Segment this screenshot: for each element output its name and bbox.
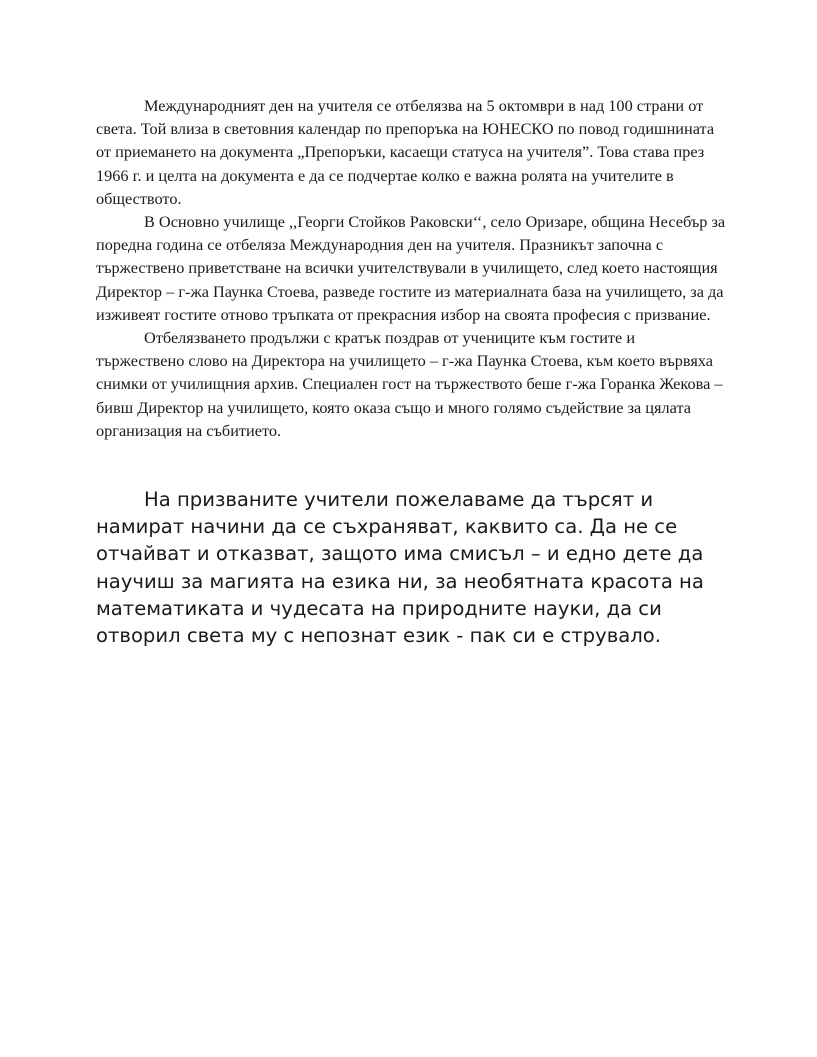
article-body (96, 94, 726, 442)
paragraph-school-celebration: В Основно училище ,,Георги Стойков Раковски‘‘, село Оризаре, община Несебър за поредна година се отбеляза Международния ден на учителя. Празникът започна с тържествено приветстване на всички учителствували в училището, след което настоящия Директор – г-жа Паунка Стоева, разведе гостите из материалната база на училището, за да изживеят гостите отново тръпката от прекрасния избор на своята професия с призвание. (96, 212, 726, 324)
paragraph-celebration-continued: Отбелязването продължи с кратък поздрав от учениците към гостите и тържествено слово на Директора на училището – г-жа Паунка Стоева, към което вървяха снимки от училищния архив. Специален гост на тържеството беше г-жа Горанка Жекова – бивш Директор на училището, която оказа също и много голямо съдействие за цялата организация на събитието. (96, 328, 723, 440)
paragraph-teachers-day-intro: Международният ден на учителя се отбелязва на 5 октомври в над 100 страни от света. Той влиза в световния календар по препоръка на ЮНЕСКО по повод годишнината от приемането на документа „Препоръки, касаещи статуса на учителя”. Това става през 1966 г. и целта на документа е да се подчертае колко е важна ролята на учителите в обществото. (96, 96, 715, 208)
wish-paragraph: На призваните учители пожелаваме да търсят и намират начини да се съхраняват, каквито са. Да не се отчайват и отказват, защото има смисъл – и едно дете да научиш за магията на езика ни, за необятната красота на математиката и чудесата на природните науки, да си отворил света му с непознат език - пак си е струвало. (96, 488, 704, 648)
